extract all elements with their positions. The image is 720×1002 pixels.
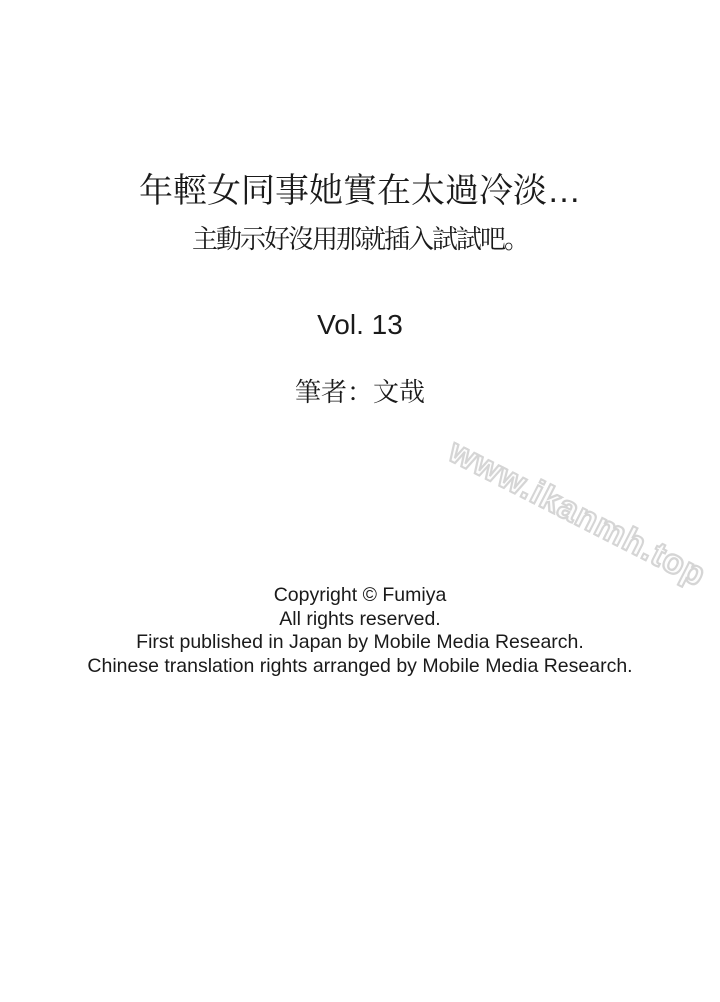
author-label: 筆者：文哉 (294, 377, 425, 407)
copyright-line-rights: All rights reserved. (279, 607, 441, 630)
volume-label: Vol. 13 (317, 309, 403, 340)
page-title: 年輕女同事她實在太過冷淡… (139, 172, 581, 210)
copyright-block (0, 584, 720, 678)
page-subtitle: 主動示好沒用那就插入試試吧。 (191, 224, 528, 254)
copyright-line-translation: Chinese translation rights arranged by Mobile Media Research. (87, 654, 633, 677)
site-watermark: www.ikanmh.top (442, 432, 713, 595)
copyright-line-holder: Copyright © Fumiya (273, 584, 447, 606)
copyright-line-publisher: First published in Japan by Mobile Media Research. (136, 631, 584, 653)
